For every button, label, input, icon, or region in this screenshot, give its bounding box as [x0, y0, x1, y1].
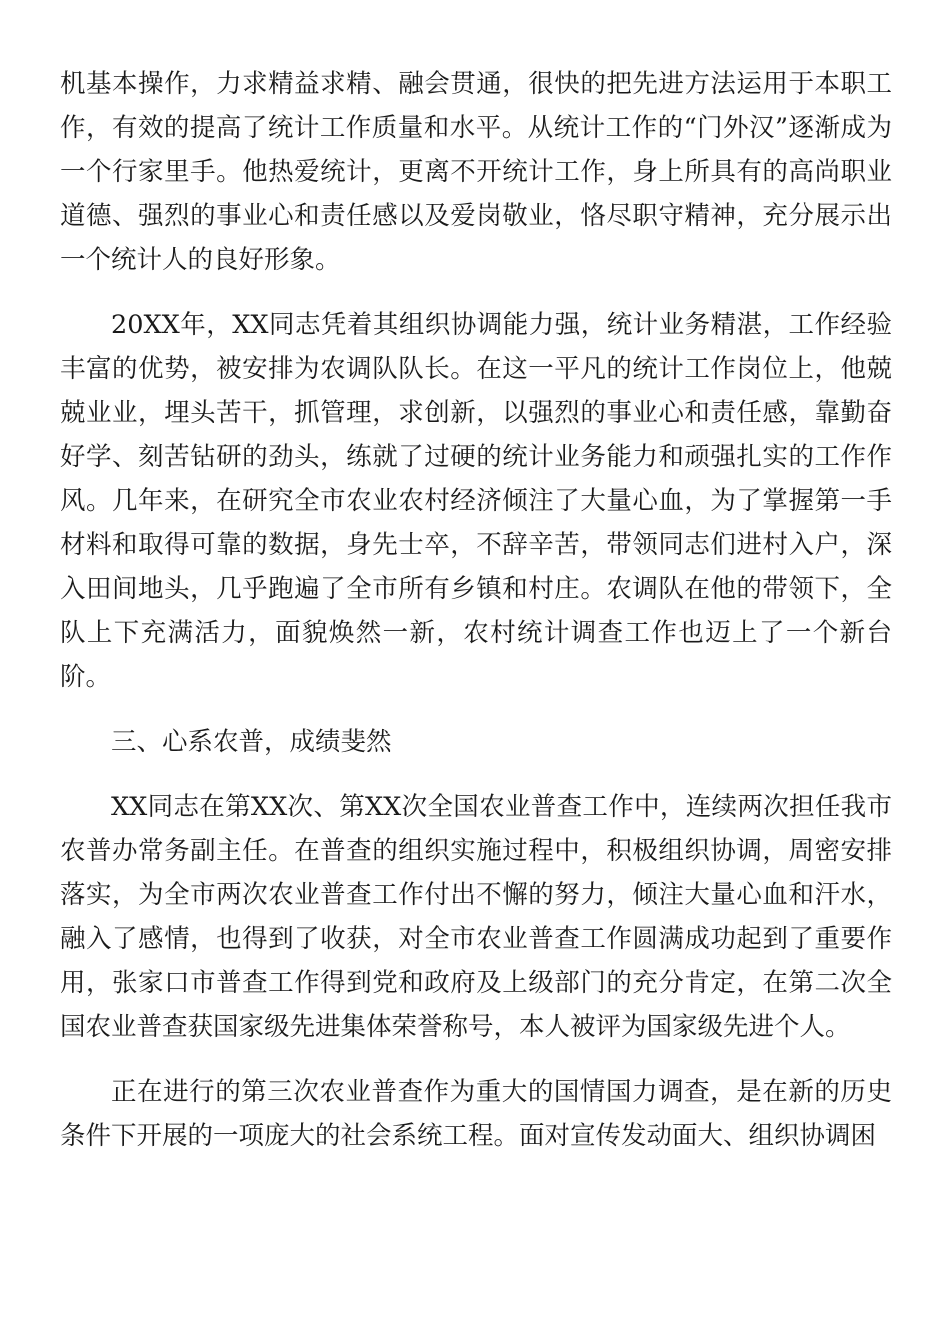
paragraph-continuation: 机基本操作，力求精益求精、融会贯通，很快的把先进方法运用于本职工作，有效的提高了统计工作质量和水平。从统计工作的“门外汉”逐渐成为一个行家里手。他热爱统计，更离不开统计工作，身上所具有的高尚职业道德、强烈的事业心和责任感以及爱岗敬业，恪尽职守精神，充分展示出一个统计人的良好形象。: [60, 69, 892, 275]
section-heading: 三、心系农普，成绩斐然: [111, 727, 392, 757]
paragraph-census-work: XX同志在第XX次、第XX次全国农业普查工作中，连续两次担任我市农普办常务副主任。在普查的组织实施过程中，积极组织协调，周密安排落实，为全市两次农业普查工作付出不懈的努力，倾注大量心血和汗水，融入了感情，也得到了收获，对全市农业普查工作圆满成功起到了重要作用，张家口市普查工作得到党和政府及上级部门的充分肯定，在第二次全国农业普查获国家级先进集体荣誉称号，本人被评为国家级先进个人。: [60, 792, 892, 1042]
paragraph-third-census: 正在进行的第三次农业普查作为重大的国情国力调查，是在新的历史条件下开展的一项庞大的社会系统工程。面对宣传发动面大、组织协调困: [60, 1077, 892, 1151]
paragraph-team-leader: 20XX年，XX同志凭着其组织协调能力强，统计业务精湛，工作经验丰富的优势，被安排为农调队队长。在这一平凡的统计工作岗位上，他兢兢业业，埋头苦干，抓管理，求创新，以强烈的事业心和责任感，靠勤奋好学、刻苦钻研的劲头，练就了过硬的统计业务能力和顽强扎实的工作作风。几年来，在研究全市农业农村经济倾注了大量心血，为了掌握第一手材料和取得可靠的数据，身先士卒，不辞辛苦，带领同志们进村入户，深入田间地头，几乎跑遍了全市所有乡镇和村庄。农调队在他的带领下，全队上下充满活力，面貌焕然一新，农村统计调查工作也迈上了一个新台阶。: [60, 310, 892, 692]
document-page: [60, 62, 892, 1158]
